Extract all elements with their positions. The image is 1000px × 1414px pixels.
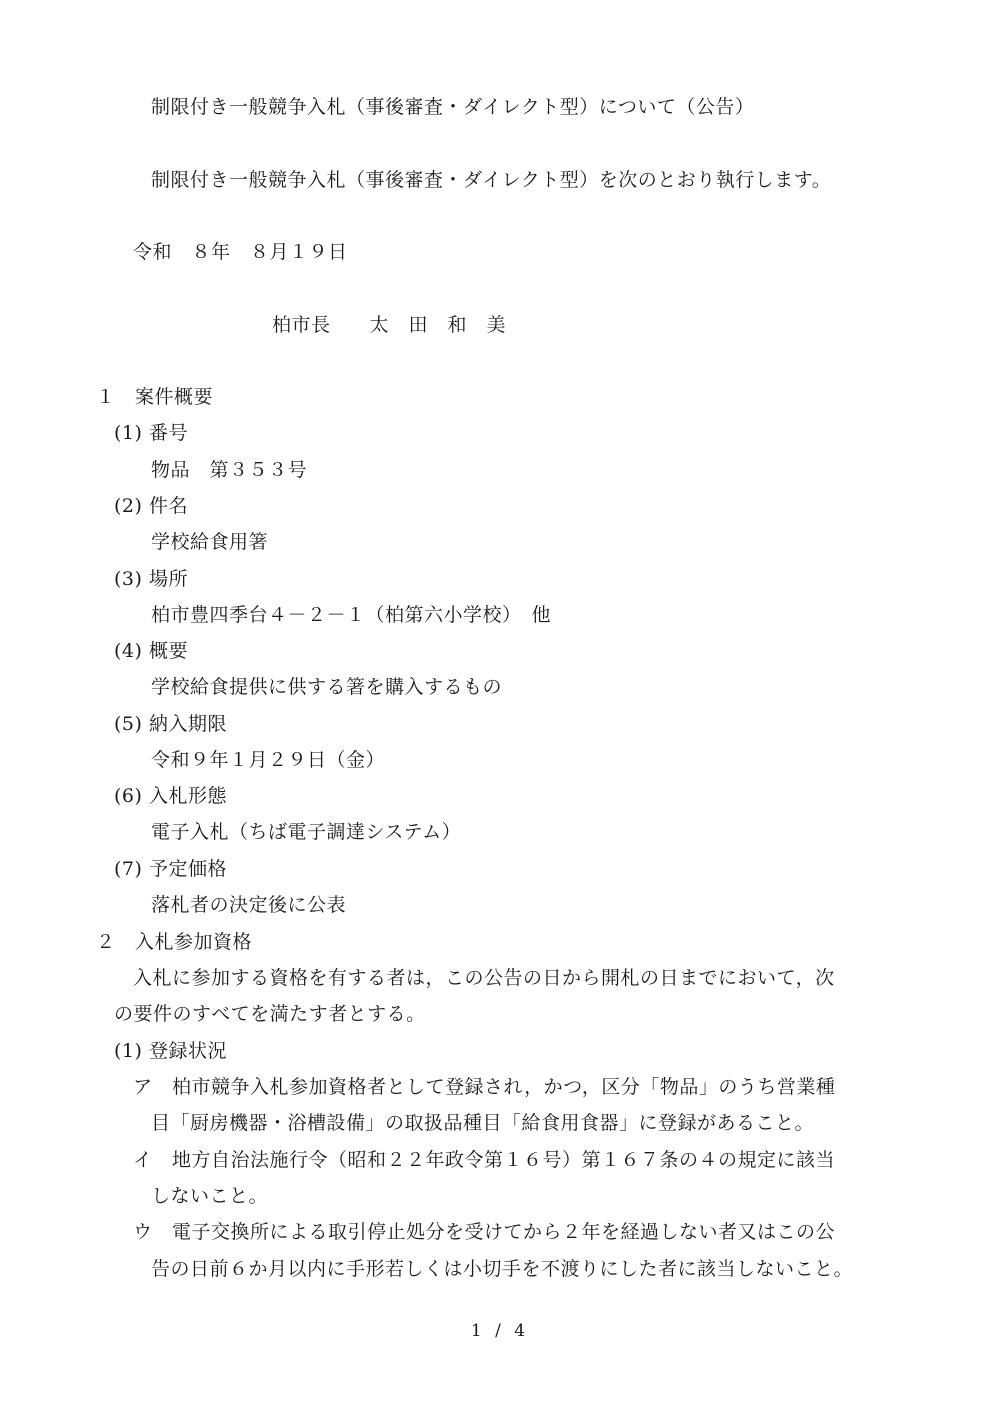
item-value: 物品 第３５３号 [151,459,308,481]
item-label: (7) 予定価格 [114,858,227,880]
item-label: (5) 納入期限 [114,713,227,735]
requirement-line: しないこと。 [151,1185,269,1207]
page-number: 1 / 4 [470,1321,530,1341]
item-label: (4) 概要 [114,640,188,662]
paragraph-line: の要件のすべてを満たす者とする。 [114,1003,426,1025]
paragraph-line: 入札に参加する資格を有する者は，この公告の日から開札の日までにおいて，次 [133,967,835,989]
item-value: 柏市豊四季台４－２－１（柏第六小学校） 他 [151,604,552,626]
item-value: 令和９年１月２９日（金） [151,749,386,771]
issuer-name: 柏市長 太 田 和 美 [272,314,507,336]
subsection-label: (1) 登録状況 [114,1040,227,1062]
item-value: 電子入札（ちば電子調達システム） [151,821,462,843]
section-heading: １ 案件概要 [96,386,214,408]
item-value: 学校給食提供に供する箸を購入するもの [151,676,503,698]
section-heading: ２ 入札参加資格 [96,931,253,953]
requirement-line: ウ 電子交換所による取引停止処分を受けてから２年を経過しない者又はこの公 [133,1221,836,1243]
document-title: 制限付き一般競争入札（事後審査・ダイレクト型）について（公告） [151,96,755,118]
requirement-line: イ 地方自治法施行令（昭和２２年政令第１６号）第１６７条の４の規定に該当 [133,1149,836,1171]
requirement-line: ア 柏市競争入札参加資格者として登録され，かつ，区分「物品」のうち営業種 [133,1076,836,1098]
requirement-line: 目「厨房機器・浴槽設備」の取扱品種目「給食用食器」に登録があること。 [151,1112,815,1134]
item-value: 落札者の決定後に公表 [151,894,347,916]
announcement-date: 令和 ８年 ８月１９日 [133,241,348,263]
requirement-line: 告の日前６か月以内に手形若しくは小切手を不渡りにした者に該当しないこと。 [151,1258,854,1280]
item-label: (1) 番号 [114,422,188,444]
intro-text: 制限付き一般競争入札（事後審査・ダイレクト型）を次のとおり執行します。 [151,169,832,191]
item-value: 学校給食用箸 [151,531,269,553]
item-label: (3) 場所 [114,568,188,590]
item-label: (6) 入札形態 [114,785,227,807]
item-label: (2) 件名 [114,495,188,517]
